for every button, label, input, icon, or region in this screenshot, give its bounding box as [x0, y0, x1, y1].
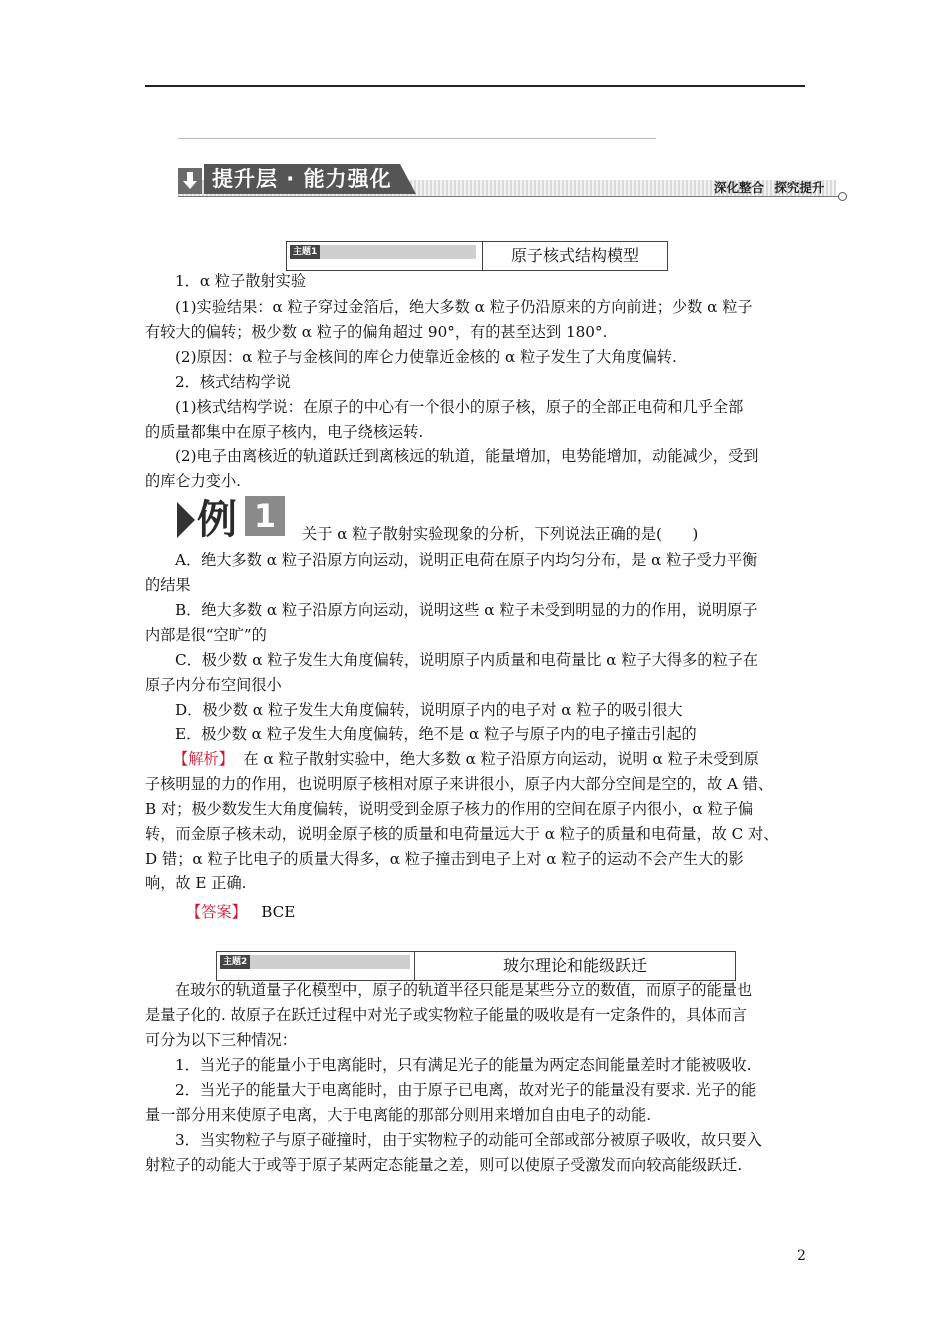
badge-arrow-icon — [177, 502, 195, 538]
topic2-tag — [220, 955, 410, 969]
banner-subtitle: 深化整合 探究提升 — [714, 180, 825, 195]
badge-number: 1 — [245, 496, 285, 536]
banner-endcap-icon — [838, 192, 847, 201]
paragraph-line: 是量子化的. 故原子在跃迁过程中对光子或实物粒子能量的吸收是有一定条件的，具体而言 — [145, 1006, 747, 1024]
option-line: 原子内分布空间很小 — [145, 676, 282, 694]
example-question: 关于 α 粒子散射实验现象的分析，下列说法正确的是( ) — [302, 525, 699, 543]
paragraph-line: 量一部分用来使原子电离，大于电离能的那部分则用来增加自由电子的动能. — [145, 1106, 652, 1124]
answer-value: BCE — [261, 903, 296, 921]
paragraph-line: 的库仑力变小. — [145, 472, 241, 490]
option-line: 的结果 — [145, 576, 191, 594]
analysis-line: 子核明显的力的作用，也说明原子核相对原子来讲很小，原子内大部分空间是空的，故 A 错、 — [145, 775, 774, 793]
paragraph-line: 的质量都集中在原子核内，电子绕核运转. — [145, 423, 424, 441]
topic1-title: 原子核式结构模型 — [510, 246, 639, 265]
section-banner — [178, 164, 844, 200]
option-line: B．绝大多数 α 粒子沿原方向运动，说明这些 α 粒子未受到明显的力的作用，说明原子 — [175, 601, 758, 619]
header-rule — [145, 85, 805, 87]
answer-line — [186, 902, 295, 922]
topic2-tag-label: 主题2 — [220, 955, 250, 969]
page-number: 2 — [797, 1248, 806, 1264]
option-line: D．极少数 α 粒子发生大角度偏转，说明原子内的电子对 α 粒子的吸引很大 — [175, 701, 683, 719]
analysis-line: B 对；极少数发生大角度偏转，说明受到金原子核力的作用的空间在原子内很小，α 粒子偏 — [145, 800, 754, 818]
paragraph-line: 1．当光子的能量小于电离能时，只有满足光子的能量为两定态间能量差时才能被吸收. — [175, 1056, 752, 1074]
paragraph-line: (1)实验结果：α 粒子穿过金箔后，绝大多数 α 粒子仍沿原来的方向前进；少数 α 粒子 — [175, 298, 753, 316]
paragraph-line: (2)电子由离核近的轨道跃迁到离核远的轨道，能量增加，电势能增加，动能减少，受到 — [175, 447, 759, 465]
option-line: 内部是很“空旷”的 — [145, 626, 267, 644]
paragraph-line: 有较大的偏转；极少数 α 粒子的偏角超过 90°，有的甚至达到 180°. — [145, 323, 608, 341]
down-arrow-icon — [178, 168, 202, 194]
topic1-tag — [290, 245, 476, 259]
topic2-title: 玻尔理论和能级跃迁 — [502, 956, 647, 975]
paragraph-line: (1)核式结构学说：在原子的中心有一个很小的原子核，原子的全部正电荷和几乎全部 — [175, 398, 744, 416]
answer-label: 【答案】 — [186, 903, 247, 921]
topic2-box — [216, 951, 736, 981]
paragraph-line: (2)原因：α 粒子与金核间的库仑力使靠近金核的 α 粒子发生了大角度偏转. — [175, 348, 677, 366]
paragraph-line: 3．当实物粒子与原子碰撞时，由于实物粒子的动能可全部或部分被原子吸收，故只要入 — [175, 1131, 762, 1149]
thin-rule — [178, 138, 656, 139]
paragraph-line: 2．核式结构学说 — [175, 373, 291, 391]
paragraph-line: 2．当光子的能量大于电离能时，由于原子已电离，故对光子的能量没有要求. 光子的能 — [175, 1081, 757, 1099]
option-line: C．极少数 α 粒子发生大角度偏转，说明原子内质量和电荷量比 α 粒子大得多的粒子在 — [175, 651, 759, 669]
paragraph-line: 可分为以下三种情况： — [145, 1031, 297, 1049]
option-line: A．绝大多数 α 粒子沿原方向运动，说明正电荷在原子内均匀分布，是 α 粒子受力平衡 — [175, 551, 758, 569]
analysis-first-line — [173, 749, 759, 769]
analysis-line: 转，而金原子核未动，说明金原子核的质量和电荷量远大于 α 粒子的质量和电荷量，故 C 对、 — [145, 825, 779, 843]
topic1-tag-label: 主题1 — [290, 245, 320, 259]
example-badge — [177, 496, 287, 544]
banner-title: 提升层 · 能力强化 — [212, 167, 392, 191]
analysis-label: 【解析】 — [173, 750, 234, 768]
analysis-line: D 错；α 粒子比电子的质量大得多，α 粒子撞击到电子上对 α 粒子的运动不会产生大的影 — [145, 850, 744, 868]
badge-char: 例 — [197, 497, 237, 543]
topic1-box — [286, 241, 668, 271]
paragraph-line: 1．α 粒子散射实验 — [175, 272, 307, 290]
paragraph-line: 射粒子的动能大于或等于原子某两定态能量之差，则可以使原子受激发而向较高能级跃迁. — [145, 1156, 743, 1174]
analysis-line: 响，故 E 正确. — [145, 874, 247, 892]
analysis-text: 在 α 粒子散射实验中，绝大多数 α 粒子沿原方向运动，说明 α 粒子未受到原 — [243, 750, 759, 768]
option-line: E．极少数 α 粒子发生大角度偏转，绝不是 α 粒子与原子内的电子撞击引起的 — [175, 725, 697, 743]
banner-baseline — [178, 196, 840, 197]
paragraph-line: 在玻尔的轨道量子化模型中，原子的轨道半径只能是某些分立的数值，而原子的能量也 — [175, 981, 753, 999]
